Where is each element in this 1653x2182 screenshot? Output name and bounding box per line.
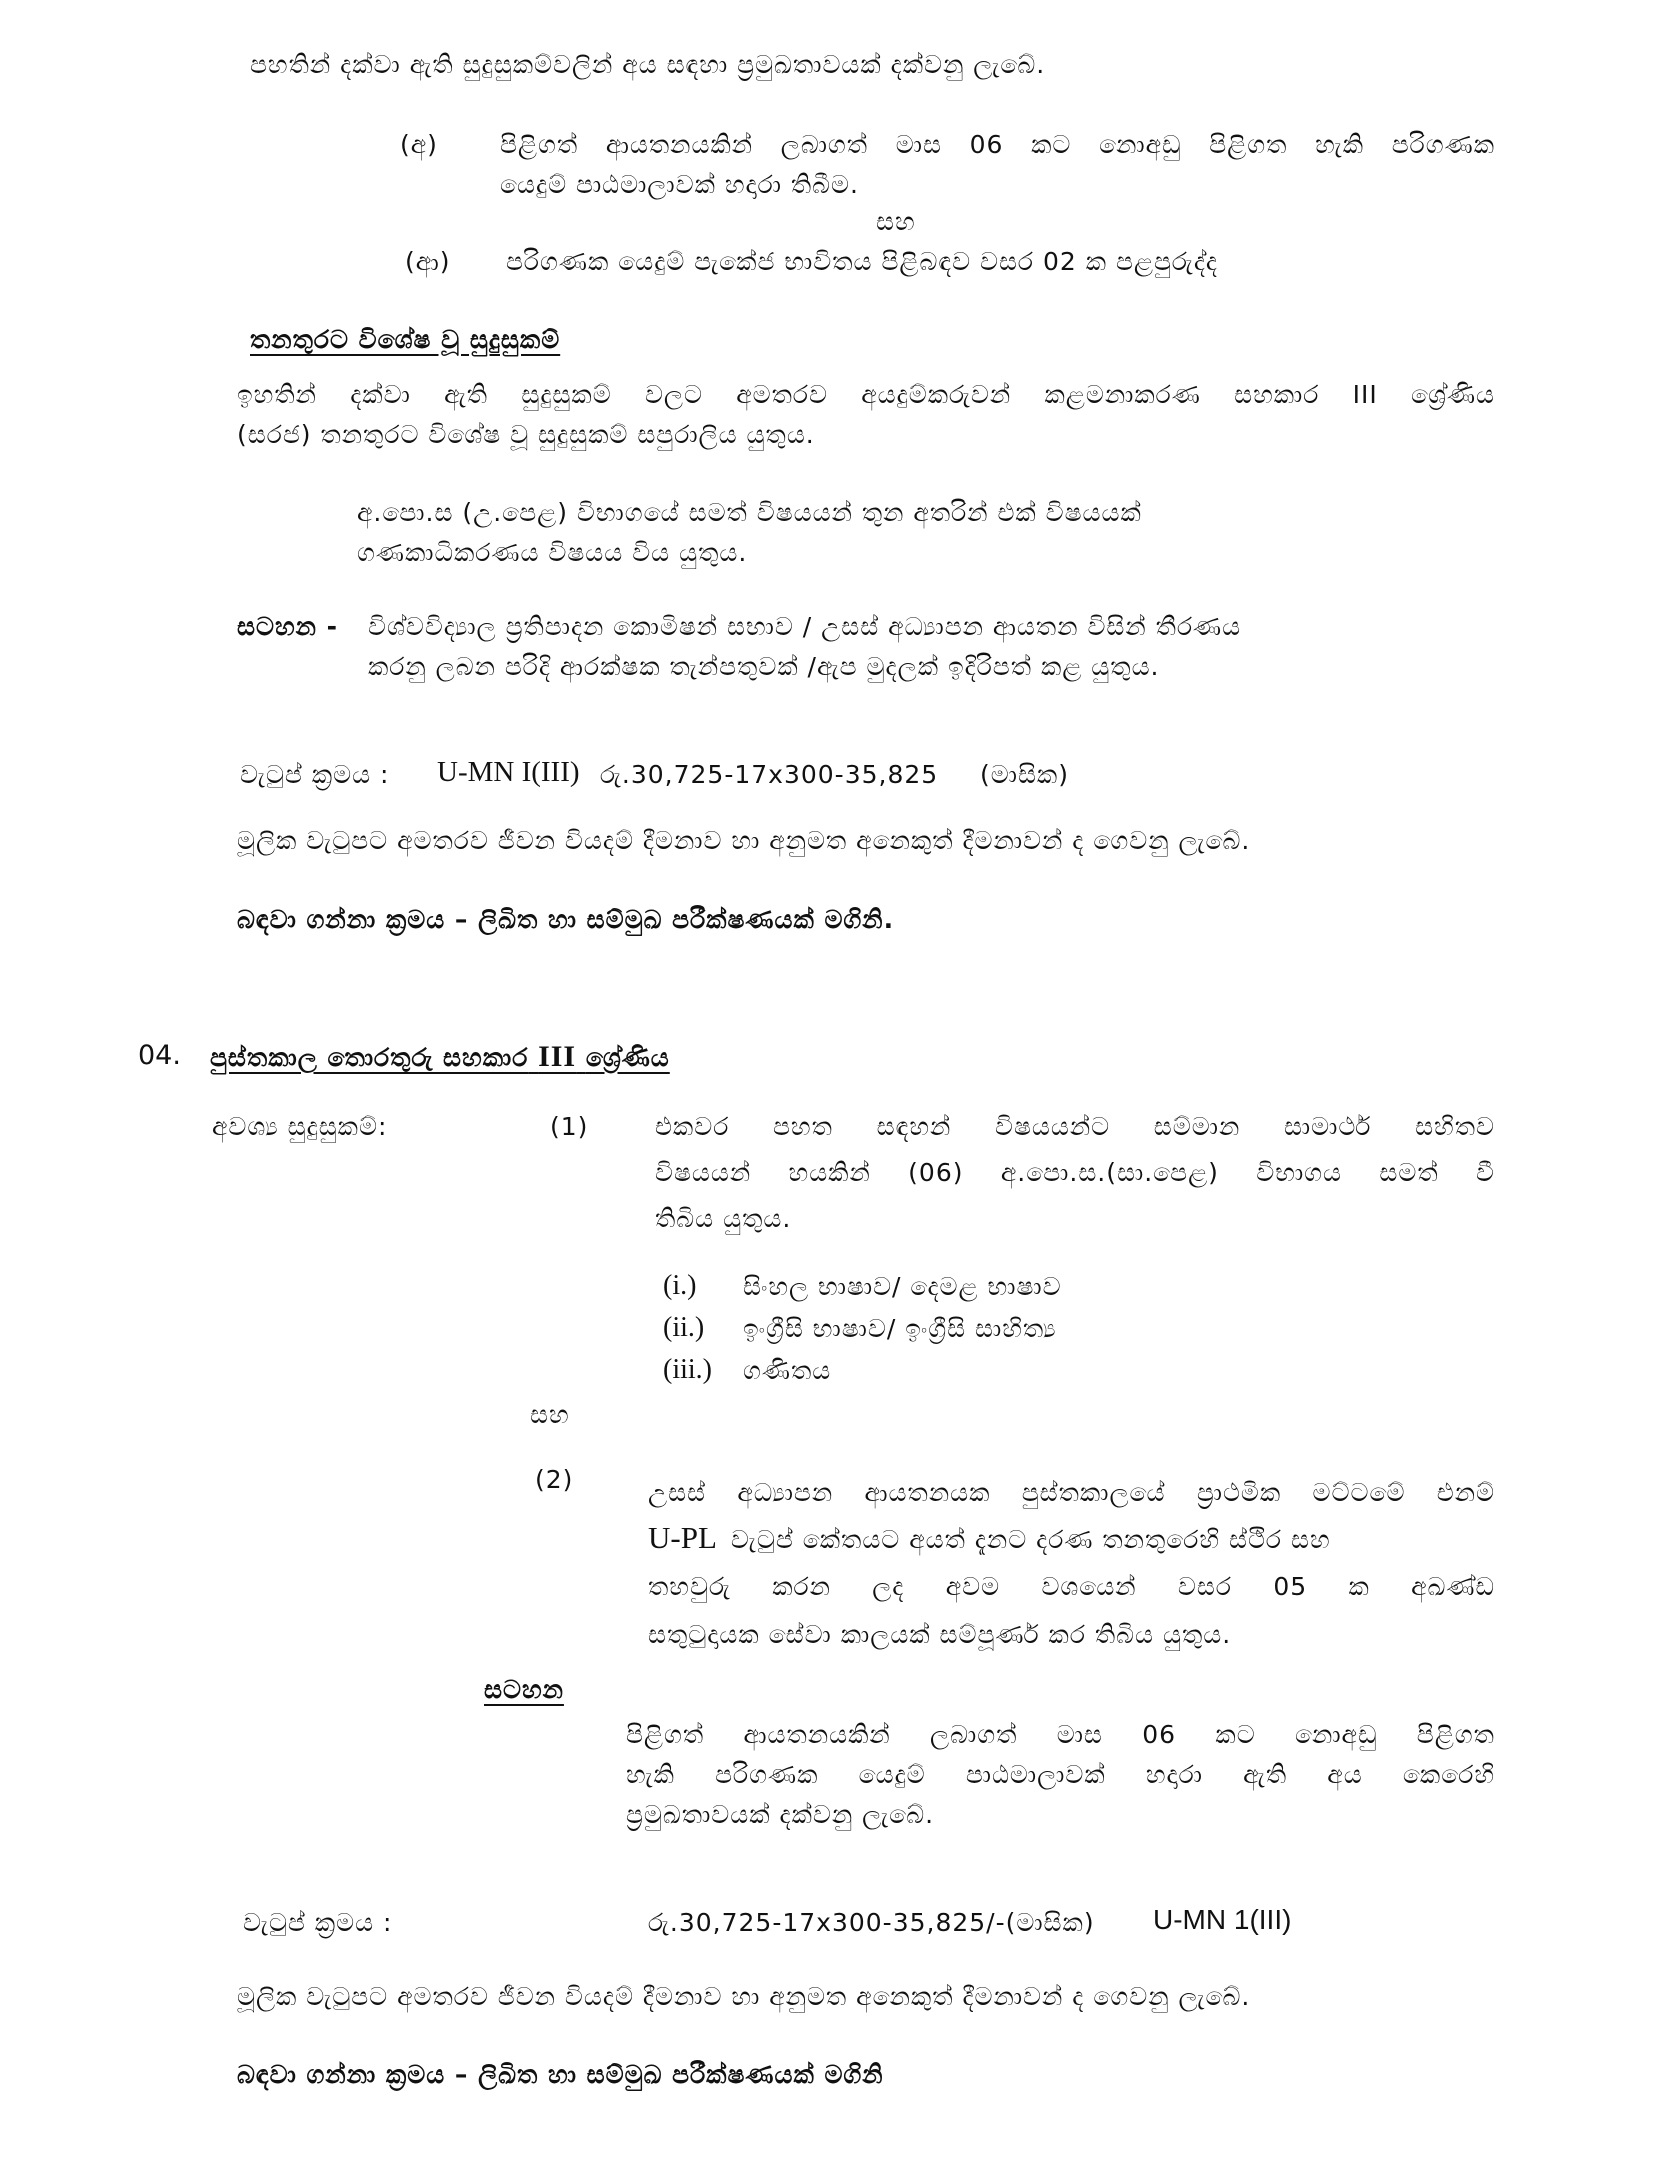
subject-text: සිංහල භාෂාව/ දෙමළ භාෂාව bbox=[743, 1272, 1062, 1301]
req1-line3: තිබිය යුතුය. bbox=[655, 1204, 792, 1233]
special-para-line2: (සරජ) තනතුරට විශේෂ වූ සුදුසුකම් සපුරාලිය යුතුය. bbox=[237, 420, 815, 449]
salary1-label: වැටුප් ක්‍රමය : bbox=[240, 760, 390, 789]
item-aa-line1: පරිගණක යෙදුම් පැකේජ භාවිතය පිළිබඳව වසර 02 ක පළපුරුද්ද bbox=[506, 247, 1219, 276]
intro-and: සහ bbox=[876, 207, 916, 236]
salary1-period: (මාසික) bbox=[980, 760, 1069, 789]
section04-title-suffix: ශ්‍රේණිය bbox=[585, 1043, 670, 1072]
section04-note-line2: හැකි පරිගණක යෙදුම් පාඨමාලාවක් හදාරා ඇති අය කෙරෙහි bbox=[626, 1760, 1495, 1789]
intro-line: පහතින් දක්වා ඇති සුදුසුකම්වලින් අය සඳහා ප්‍රමුඛතාවයක් දක්වනු ලැබේ. bbox=[250, 50, 1046, 79]
special-para-line1: ඉහතින් දක්වා ඇති සුදුසුකම් වලට අමතරව අයදුම්කරුවන් කළමනාකරණ සහකාර III ශ්‍රේණිය bbox=[237, 380, 1495, 409]
req2-line4: සතුටුදායක සේවා කාලයක් සම්පූර්ණ කර තිබිය යුතුය. bbox=[648, 1620, 1232, 1649]
item-aa-marker: (ආ) bbox=[405, 247, 451, 276]
special-indent-line2: ගණකාධිකරණය විෂයය විය යුතුය. bbox=[357, 538, 748, 567]
section04-note-label: සටහන bbox=[484, 1675, 564, 1704]
req2-line2 bbox=[648, 1520, 1495, 1556]
salary2-label: වැටුප් ක්‍රමය : bbox=[243, 1908, 393, 1937]
req1-line2: විෂයයන් හයකින් (06) අ.පො.ස.(සා.පෙළ) විභාගය සමත් වී bbox=[655, 1158, 1495, 1187]
item-a-line2: යෙදුම් පාඨමාලාවක් හදාරා තිබීම. bbox=[500, 170, 859, 199]
salary2-code: U-MN 1(III) bbox=[1153, 1904, 1292, 1935]
section04-note-line3: ප්‍රමුඛතාවයක් දක්වනු ලැබේ. bbox=[626, 1800, 935, 1829]
req2-line3: තහවුරු කරන ලද අවම වශයෙන් වසර 05 ක අඛණ්ඩ bbox=[648, 1572, 1495, 1601]
section04-title-prefix: පුස්තකාල තොරතුරු සහකාර bbox=[210, 1043, 529, 1072]
note1-label: සටහන - bbox=[237, 612, 339, 641]
special-indent-line1: අ.පො.ස (උ.පෙළ) විභාගයේ සමත් විෂයයන් තුන අතරින් එක් විෂයයක් bbox=[357, 498, 1142, 527]
salary2-amount: රු.30,725-17x300-35,825/-(මාසික) bbox=[648, 1908, 1095, 1937]
subject-text: ඉංග්‍රීසි භාෂාව/ ඉංග්‍රීසි සාහිත්‍ය bbox=[743, 1314, 1057, 1343]
req2-marker: (2) bbox=[535, 1465, 574, 1494]
section04-number: 04. bbox=[138, 1040, 181, 1071]
salary1-code: U-MN I(III) bbox=[437, 756, 580, 788]
req2-line2-code: U-PL bbox=[648, 1520, 717, 1555]
section04-title bbox=[210, 1040, 670, 1074]
allowance2: මූලික වැටුපට අමතරව ජීවන වියදම් දීමනාව හා අනුමත අනෙකුත් දීමනාවන් ද ගෙවනු ලැබේ. bbox=[237, 1982, 1251, 2011]
item-a-marker: (අ) bbox=[400, 130, 438, 159]
allowance1: මූලික වැටුපට අමතරව ජීවන වියදම් දීමනාව හා අනුමත අනෙකුත් දීමනාවන් ද ගෙවනු ලැබේ. bbox=[237, 826, 1251, 855]
subject-marker: (i.) bbox=[663, 1270, 697, 1301]
req1-marker: (1) bbox=[550, 1112, 589, 1141]
section04-title-grade: III bbox=[538, 1040, 577, 1073]
salary1-amount: රු.30,725-17x300-35,825 bbox=[600, 760, 939, 789]
req-label: අවශ්‍ය සුදුසුකම්: bbox=[212, 1112, 388, 1141]
recruit2: බඳවා ගන්නා ක්‍රමය – ලිඛිත හා සම්මුඛ පරීක්ෂණයක් මගිනි bbox=[237, 2060, 884, 2089]
note1-line2: කරනු ලබන පරිදි ආරක්ෂක තැන්පතුවක් /ඇප මුදලක් ඉදිරිපත් කළ යුතුය. bbox=[368, 652, 1160, 681]
subject-marker: (ii.) bbox=[663, 1312, 705, 1343]
req2-line1: උසස් අධ්‍යාපන ආයතනයක පුස්තකාලයේ ප්‍රාථමික මට්ටමේ එනම් bbox=[648, 1478, 1495, 1507]
section04-and: සහ bbox=[530, 1400, 570, 1429]
req2-line2-rest: වැටුප් කේතයට අයත් දැනට දරණ තනතුරෙහි ස්ථිර සහ bbox=[730, 1525, 1331, 1554]
recruit1: බඳවා ගන්නා ක්‍රමය – ලිඛිත හා සම්මුඛ පරීක්ෂණයක් මගිනි. bbox=[237, 905, 895, 934]
section04-note-line1: පිළිගත් ආයතනයකින් ලබාගත් මාස 06 කට නොඅඩු පිළිගත bbox=[626, 1720, 1495, 1749]
subject-text: ගණිතය bbox=[743, 1356, 832, 1385]
item-a-line1: පිළිගත් ආයතනයකින් ලබාගත් මාස 06 කට නොඅඩු පිළිගත හැකි පරිගණක bbox=[500, 130, 1495, 159]
req1-line1: එකවර පහත සඳහන් විෂයයන්ට සම්මාන සාමාර්ථ සහිතව bbox=[655, 1112, 1495, 1141]
note1-line1: විශ්වවිද්‍යාල ප්‍රතිපාදන කොමිෂන් සභාව / උසස් අධ්‍යාපන ආයතන විසින් තීරණය bbox=[368, 612, 1242, 641]
subject-marker: (iii.) bbox=[663, 1354, 712, 1385]
special-heading: තනතුරට විශේෂ වූ සුදුසුකම් bbox=[250, 325, 561, 354]
